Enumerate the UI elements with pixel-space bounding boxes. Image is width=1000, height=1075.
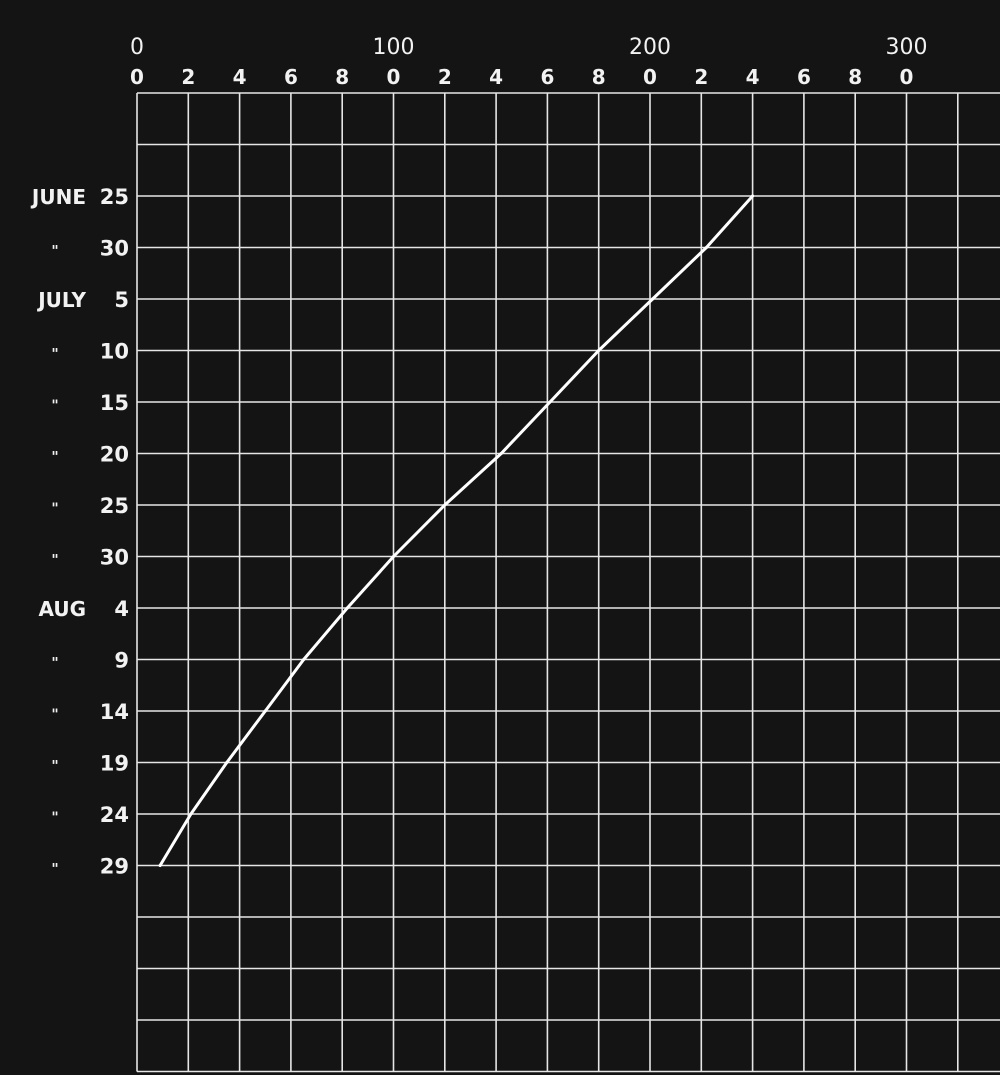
x-minor-tick-label: 8 (335, 65, 350, 89)
y-tick-day-label: 25 (99, 494, 129, 518)
data-point (346, 607, 349, 610)
x-minor-tick-label: 4 (745, 65, 760, 89)
y-tick-month-label: " (51, 552, 59, 569)
y-tick-day-label: 10 (99, 339, 129, 364)
y-tick-month-label: " (51, 758, 59, 775)
x-minor-tick-label: 4 (232, 65, 247, 89)
y-tick-month-label: " (51, 810, 59, 826)
data-point (443, 504, 446, 507)
y-tick-day-label: 15 (99, 391, 129, 415)
data-point (302, 658, 305, 661)
y-tick-month-label: " (51, 501, 59, 517)
x-minor-tick-label: 6 (283, 65, 298, 89)
y-tick-day-label: 29 (99, 854, 129, 879)
x-major-tick-label: 300 (885, 35, 928, 60)
data-point (705, 246, 708, 249)
y-tick-day-label: 30 (99, 545, 129, 570)
y-tick-month-label: " (51, 449, 59, 466)
data-point (264, 710, 267, 713)
data-point (751, 195, 754, 198)
x-minor-tick-label: 2 (181, 65, 196, 89)
y-tick-day-label: 14 (99, 700, 129, 724)
y-tick-month-label: " (51, 398, 59, 414)
y-tick-day-label: 30 (99, 236, 129, 261)
x-minor-tick-label: 6 (796, 65, 811, 89)
x-major-tick-label: 100 (372, 35, 415, 60)
x-minor-tick-label: 0 (643, 65, 657, 89)
y-tick-day-label: 9 (114, 648, 129, 673)
x-minor-tick-label: 2 (437, 65, 452, 89)
data-point (548, 401, 551, 404)
x-major-tick-label: 200 (629, 35, 671, 60)
y-tick-day-label: 24 (99, 803, 129, 827)
x-minor-tick-label: 0 (899, 65, 914, 89)
data-point (597, 349, 600, 352)
y-tick-month-label: " (51, 861, 59, 878)
x-minor-tick-label: 0 (386, 65, 401, 89)
y-tick-month-label: " (51, 243, 59, 260)
x-major-tick-label: 0 (130, 35, 144, 60)
y-tick-day-label: 25 (99, 185, 129, 209)
y-tick-month-label: JUNE (31, 185, 86, 209)
x-minor-tick-label: 2 (694, 65, 709, 89)
data-point (225, 761, 228, 764)
y-tick-month-label: JULY (38, 288, 86, 312)
y-tick-month-label: " (51, 655, 59, 672)
x-minor-tick-label: 8 (848, 65, 863, 89)
y-tick-month-label: AUG (38, 597, 86, 621)
y-tick-month-label: " (51, 346, 59, 363)
y-tick-day-label: 5 (114, 288, 129, 312)
data-point (651, 298, 654, 301)
data-point (189, 813, 192, 816)
data-point (159, 864, 162, 867)
x-minor-tick-label: 0 (130, 65, 144, 89)
y-tick-day-label: 4 (114, 597, 129, 621)
y-tick-day-label: 20 (99, 442, 129, 467)
x-minor-tick-label: 8 (591, 65, 606, 89)
x-minor-tick-label: 4 (489, 65, 504, 89)
y-tick-month-label: " (51, 707, 59, 723)
data-point (500, 452, 503, 455)
y-tick-day-label: 19 (99, 751, 129, 776)
data-point (392, 555, 395, 558)
x-minor-tick-label: 6 (540, 65, 555, 89)
